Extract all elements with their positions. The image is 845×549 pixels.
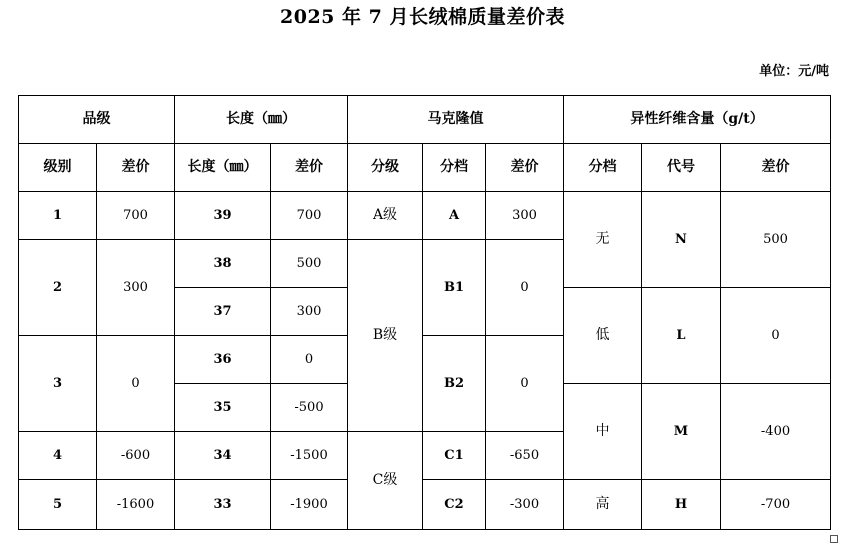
foreign-tier-cell: 无 <box>564 192 642 288</box>
length-diff-cell: 500 <box>271 240 348 288</box>
mic-tier-cell: C1 <box>423 432 486 480</box>
subheader-grade-level: 级别 <box>19 144 97 192</box>
table-row <box>19 480 831 530</box>
mic-diff-cell: -650 <box>486 432 564 480</box>
foreign-code-cell: H <box>642 480 721 530</box>
subheader-foreign-code: 代号 <box>642 144 721 192</box>
mic-diff-cell: 300 <box>486 192 564 240</box>
group-header-row <box>19 96 831 144</box>
subheader-length-diff: 差价 <box>271 144 348 192</box>
grade-diff-cell: 300 <box>97 240 175 336</box>
foreign-code-cell: L <box>642 288 721 384</box>
length-value-cell: 35 <box>175 384 271 432</box>
subheader-grade-diff: 差价 <box>97 144 175 192</box>
mic-tier-cell: B2 <box>423 336 486 432</box>
mic-diff-cell: 0 <box>486 240 564 336</box>
subheader-mic-tier: 分档 <box>423 144 486 192</box>
sub-header-row <box>19 144 831 192</box>
length-diff-cell: 700 <box>271 192 348 240</box>
length-diff-cell: -500 <box>271 384 348 432</box>
length-value-cell: 34 <box>175 432 271 480</box>
length-diff-cell: -1900 <box>271 480 348 530</box>
header-foreign-fiber: 异性纤维含量（g/t） <box>564 96 831 144</box>
mic-tier-cell: C2 <box>423 480 486 530</box>
mic-class-cell: A级 <box>348 192 423 240</box>
header-length: 长度（㎜） <box>175 96 348 144</box>
grade-level-cell: 5 <box>19 480 97 530</box>
foreign-tier-cell: 低 <box>564 288 642 384</box>
resize-handle[interactable] <box>830 535 838 543</box>
subheader-length-value: 长度（㎜） <box>175 144 271 192</box>
length-value-cell: 36 <box>175 336 271 384</box>
grade-level-cell: 2 <box>19 240 97 336</box>
foreign-tier-cell: 高 <box>564 480 642 530</box>
header-micronaire: 马克隆值 <box>348 96 564 144</box>
page-title: 2025 年 7 月长绒棉质量差价表 <box>280 6 565 28</box>
mic-tier-cell: A <box>423 192 486 240</box>
grade-level-cell: 4 <box>19 432 97 480</box>
grade-diff-cell: 700 <box>97 192 175 240</box>
length-value-cell: 37 <box>175 288 271 336</box>
grade-diff-cell: -1600 <box>97 480 175 530</box>
length-value-cell: 39 <box>175 192 271 240</box>
grade-diff-cell: -600 <box>97 432 175 480</box>
length-diff-cell: 0 <box>271 336 348 384</box>
length-value-cell: 33 <box>175 480 271 530</box>
table-row <box>19 192 831 240</box>
length-diff-cell: -1500 <box>271 432 348 480</box>
foreign-diff-cell: 500 <box>721 192 831 288</box>
length-diff-cell: 300 <box>271 288 348 336</box>
header-grade: 品级 <box>19 96 175 144</box>
mic-tier-cell: B1 <box>423 240 486 336</box>
subheader-mic-diff: 差价 <box>486 144 564 192</box>
foreign-code-cell: M <box>642 384 721 480</box>
foreign-diff-cell: 0 <box>721 288 831 384</box>
mic-class-cell: C级 <box>348 432 423 530</box>
price-difference-table <box>18 95 831 530</box>
mic-diff-cell: 0 <box>486 336 564 432</box>
grade-diff-cell: 0 <box>97 336 175 432</box>
subheader-foreign-tier: 分档 <box>564 144 642 192</box>
unit-label: 单位：元/吨 <box>759 64 829 79</box>
foreign-diff-cell: -700 <box>721 480 831 530</box>
grade-level-cell: 3 <box>19 336 97 432</box>
mic-diff-cell: -300 <box>486 480 564 530</box>
foreign-code-cell: N <box>642 192 721 288</box>
mic-class-cell: B级 <box>348 240 423 432</box>
foreign-diff-cell: -400 <box>721 384 831 480</box>
grade-level-cell: 1 <box>19 192 97 240</box>
foreign-tier-cell: 中 <box>564 384 642 480</box>
length-value-cell: 38 <box>175 240 271 288</box>
subheader-mic-class: 分级 <box>348 144 423 192</box>
subheader-foreign-diff: 差价 <box>721 144 831 192</box>
